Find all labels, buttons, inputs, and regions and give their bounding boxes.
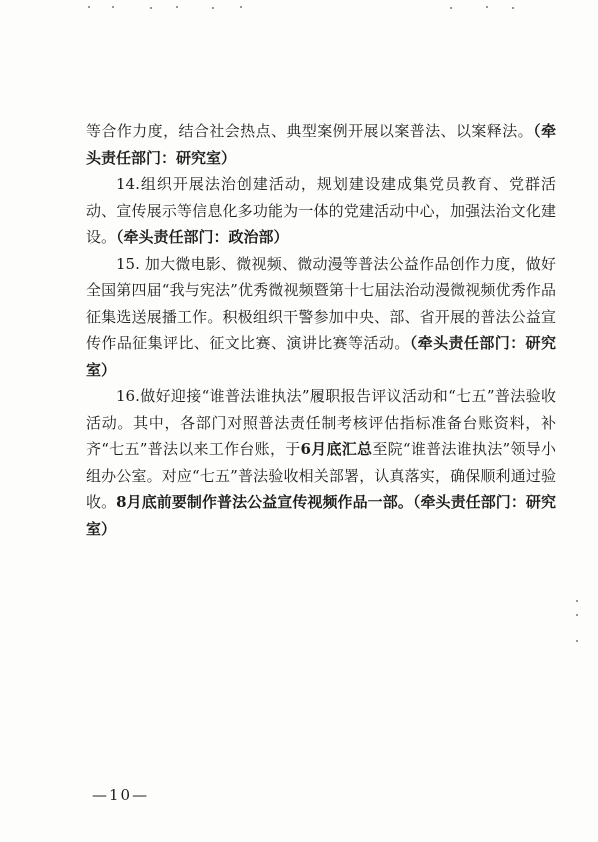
scan-mark bbox=[576, 600, 578, 602]
scan-mark bbox=[150, 7, 152, 9]
scan-mark bbox=[176, 6, 178, 8]
page-number: —10— bbox=[92, 786, 150, 804]
scan-mark bbox=[512, 7, 514, 9]
responsible-department: （牵头责任部门：研究室） bbox=[86, 493, 556, 538]
scan-mark bbox=[112, 6, 114, 8]
scan-mark bbox=[240, 6, 242, 8]
paragraph-text: 等合作力度，结合社会热点、典型案例开展以案普法、以案释法。 bbox=[86, 122, 534, 140]
paragraph-item-16 bbox=[86, 383, 556, 542]
scan-mark bbox=[486, 6, 488, 8]
paragraph-text: 15. 加大微电影、微视频、微动漫等普法公益作品创作力度，做好全国第四届“我与宪法”优秀微视频暨第十七届法治动漫微视频优秀作品征集选送展播工作。积极组织干警参加中央、部、省开展的普法公益宣传作品征集评比、征文比赛、演讲比赛等活动。 bbox=[86, 254, 556, 352]
responsible-department: （牵头责任部门：研究室） bbox=[86, 334, 556, 379]
paragraph-text: 至院“谁普法谁执法”领导小组办公室。对应“七五”普法验收相关部署，认真落实，确保顺利通过验收。 bbox=[86, 440, 556, 511]
scan-mark bbox=[576, 640, 578, 642]
responsible-department: （牵头责任部门：研究室） bbox=[86, 122, 556, 167]
paragraph-text: 16.做好迎接“谁普法谁执法”履职报告评议活动和“七五”普法验收活动。其中，各部门对照普法责任制考核评估指标准备台账资料，补齐“七五”普法以来工作台账，于 bbox=[86, 387, 556, 458]
paragraph-item-14 bbox=[86, 171, 556, 251]
scan-mark bbox=[576, 614, 578, 616]
scan-top-edge bbox=[0, 0, 598, 14]
paragraph-continuation bbox=[86, 118, 556, 171]
deadline-highlight: 8月底前要制作普法公益宣传视频作品一部。 bbox=[116, 493, 413, 511]
scan-mark bbox=[212, 7, 214, 9]
paragraph-text: 14.组织开展法治创建活动，规划建设建成集党员教育、党群活动、宣传展示等信息化多功能为一体的党建活动中心，加强法治文化建设。 bbox=[86, 175, 556, 246]
deadline-highlight: 6月底汇总 bbox=[300, 440, 373, 458]
paragraph-item-15 bbox=[86, 251, 556, 384]
body-text bbox=[86, 118, 556, 542]
scan-mark bbox=[88, 6, 90, 8]
scan-mark bbox=[450, 7, 452, 9]
responsible-department: （牵头责任部门：政治部） bbox=[116, 228, 289, 246]
